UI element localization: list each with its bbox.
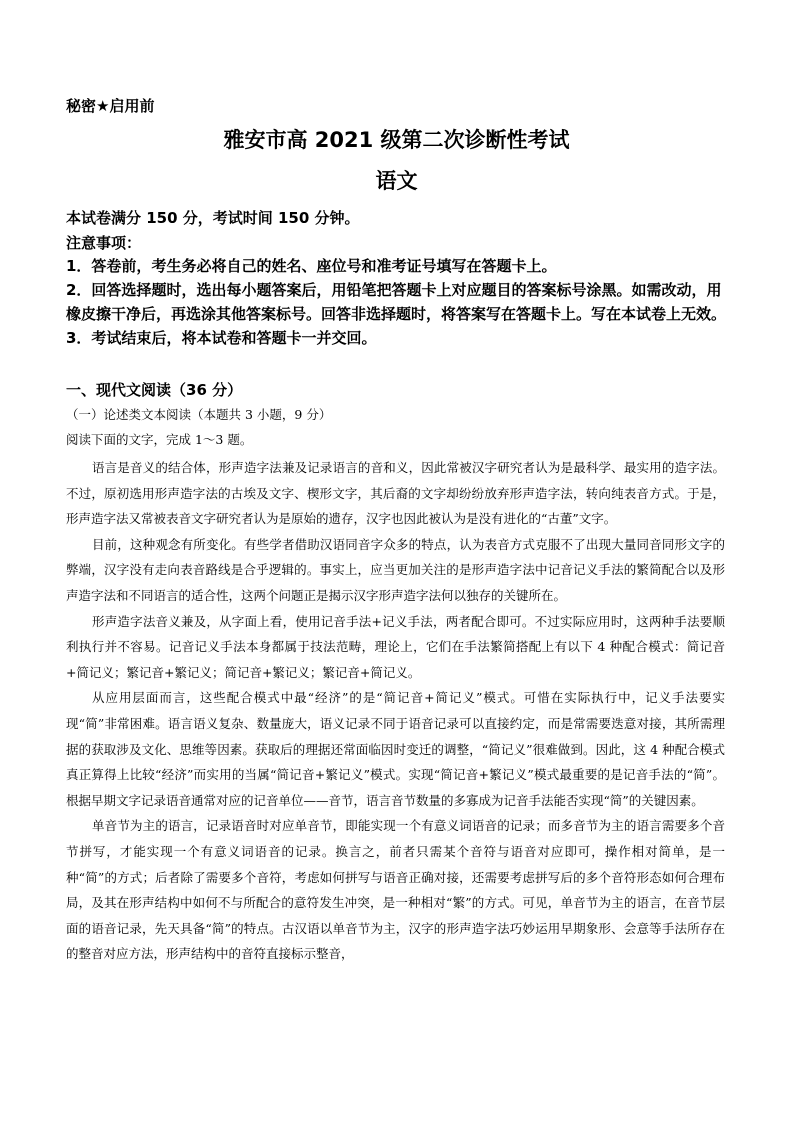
exam-title: 雅安市高 2021 级第二次诊断性考试 (223, 128, 570, 152)
confidential-mark: 秘密★启用前 (66, 97, 155, 115)
passage-paragraph-5: 单音节为主的语言，记录语音时对应单音节，即能实现一个有意义词语音的记录；而多音节为主的语言需要多个音节拼写，才能实现一个有意义词语音的记录。换言之，前者只需某个音符与语音对应即可，操作相对简单，是一种“简”的方式；后者除了需要多个音符，考虑如何拼写与语音正确对接，还需要考虑拼写后的多个音符形态如何合理布局，及其在形声结构中如何不与所配合的意符发生冲突，是一种相对“繁”的方式。可见，单音节为主的语言，在音节层面的语音记录，先天具备“简”的特点。古汉语以单音节为主，汉字的形声造字法巧妙运用早期象形、会意等手法所存在的整音对应方法，形声结构中的音符直接标示整音， (66, 818, 725, 962)
notice-heading: 注意事项： (66, 234, 142, 252)
subject-title: 语文 (375, 169, 418, 193)
section-subheading: （一）论述类文本阅读（本题共 3 小题，9 分） (66, 407, 332, 422)
section-heading: 一、现代文阅读（36 分） (66, 381, 243, 399)
passage-paragraph-1: 语言是音义的结合体，形声造字法兼及记录语言的音和义，因此常被汉字研究者认为是最科学、最实用的造字法。不过，原初选用形声造字法的古埃及文字、楔形文字，其后裔的文字却纷纷放弃形声造字法，转向纯表音方式。于是，形声造字法又常被表音文字研究者认为是原始的遗存，汉字也因此被认为是没有进化的“古董”文字。 (66, 460, 725, 527)
passage-paragraph-3: 形声造字法音义兼及，从字面上看，使用记音手法+记义手法，两者配合即可。不过实际应用时，这两种手法要顺利执行并不容易。记音记义手法本身都属于技法范畴，理论上，它们在手法繁简搭配上有以下 4 种配合模式：简记音+简记义；繁记音+繁记义；简记音+繁记义；繁记音+简记义。 (66, 613, 725, 680)
passage-paragraph-2: 目前，这种观念有所变化。有些学者借助汉语同音字众多的特点，认为表音方式克服不了出现大量同音同形文字的弊端，汉字没有走向表音路线是合乎逻辑的。事实上，应当更加关注的是形声造字法中记音记义手法的繁简配合以及形声造字法和不同语言的适合性，这两个问题正是揭示汉字形声造字法何以独存的关键所在。 (66, 536, 725, 603)
notice-item-1: 1．答卷前，考生务必将自己的姓名、座位号和准考证号填写在答题卡上。 (66, 257, 557, 275)
notice-item-2: 2．回答选择题时，选出每小题答案后，用铅笔把答题卡上对应题目的答案标号涂黑。如需改动，用橡皮擦干净后，再选涂其他答案标号。回答非选择题时，将答案写在答题卡上。写在本试卷上无效。 (66, 281, 727, 323)
reading-instruction: 阅读下面的文字，完成 1～3 题。 (66, 432, 253, 447)
score-time-info: 本试卷满分 150 分，考试时间 150 分钟。 (66, 209, 360, 227)
reading-passage (66, 455, 725, 967)
passage-paragraph-4: 从应用层面而言，这些配合模式中最“经济”的是“简记音+简记义”模式。可惜在实际执行中，记义手法要实现“简”非常困难。语言语义复杂、数量庞大，语义记录不同于语音记录可以直接约定，而是常需要迭意对接，其所需理据的获取涉及文化、思维等因素。获取后的理据还常面临因时变迁的调整，“简记义”很难做到。因此，这 4 种配合模式真正算得上比较“经济”而实用的当属“简记音+繁记义”模式。实现“简记音+繁记义”模式最重要的是记音手法的“简”。根据早期文字记录语音通常对应的记音单位——音节，语言音节数量的多寡成为记音手法能否实现“简”的关键因素。 (66, 690, 725, 808)
notice-list (66, 254, 726, 350)
notice-item-3: 3．考试结束后，将本试卷和答题卡一并交回。 (66, 329, 377, 347)
